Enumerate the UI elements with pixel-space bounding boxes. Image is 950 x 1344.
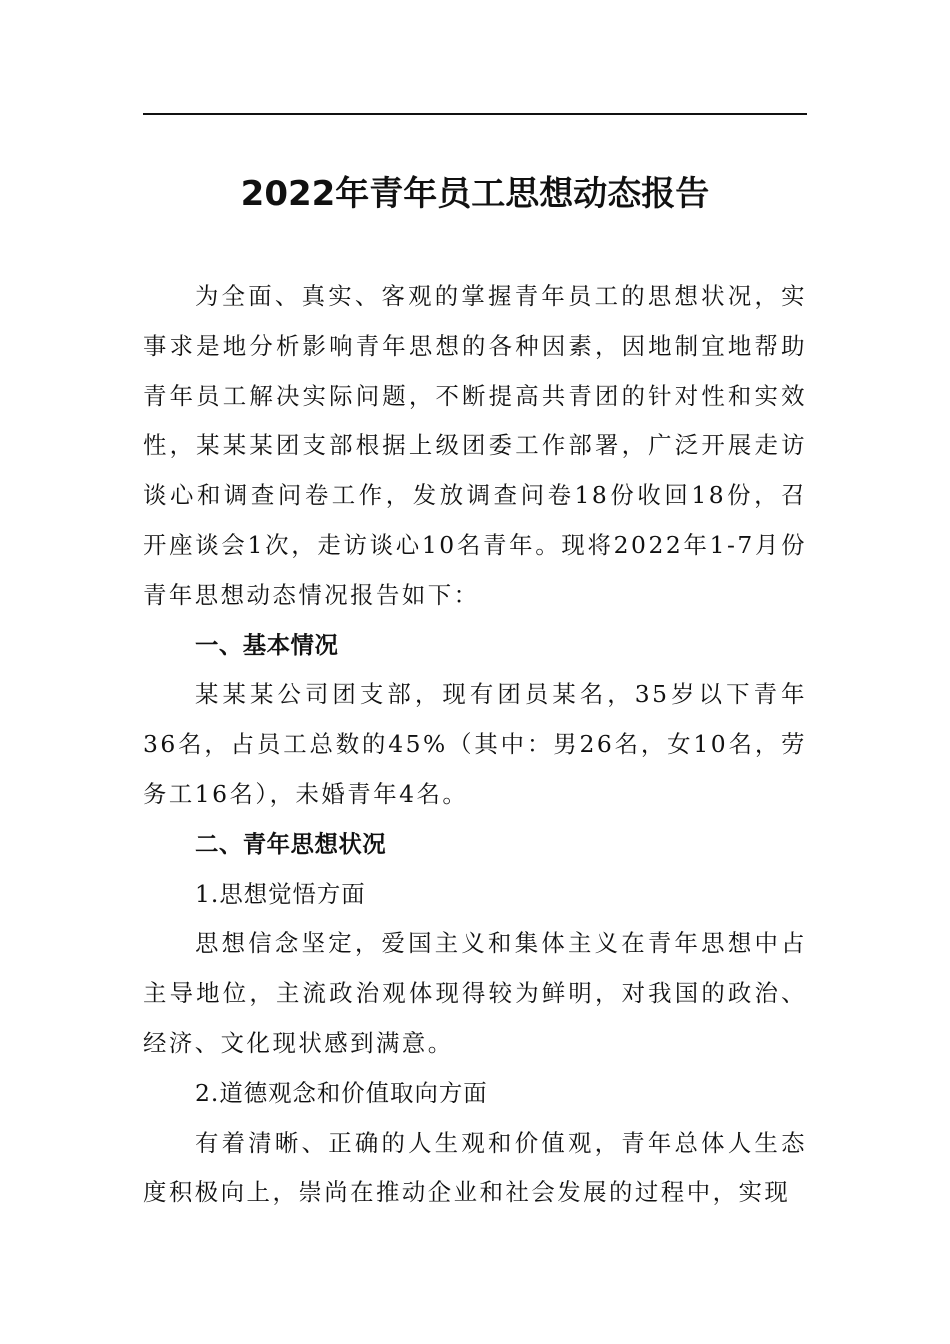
intro-paragraph: 为全面、真实、客观的掌握青年员工的思想状况，实事求是地分析影响青年思想的各种因素，因地制宜地帮助青年员工解决实际问题，不断提高共青团的针对性和实效性，某某某团支部根据上级团委工作部署，广泛开展走访谈心和调查问卷工作，发放调查问卷18份收回18份，召开座谈会1次，走访谈心10名青年。现将2022年1-7月份青年思想动态情况报告如下： [143,282,807,609]
subheading-ideological-awareness: 1.思想觉悟方面 [195,879,366,908]
basic-info-paragraph: 某某某公司团支部，现有团员某名，35岁以下青年36名，占员工总数的45%（其中：男26名，女10名，劳务工16名），未婚青年4名。 [143,680,807,808]
ideological-awareness-paragraph: 思想信念坚定，爱国主义和集体主义在青年思想中占主导地位，主流政治观体现得较为鲜明，对我国的政治、经济、文化现状感到满意。 [143,929,807,1057]
header-rule [143,113,807,115]
document-title: 2022年青年员工思想动态报告 [240,174,710,214]
section-heading-basic-info: 一、基本情况 [195,630,339,659]
document-body [143,272,807,1218]
section-heading-youth-thought: 二、青年思想状况 [195,829,387,858]
moral-values-paragraph: 有着清晰、正确的人生观和价值观，青年总体人生态度积极向上，崇尚在推动企业和社会发展的过程中，实现 [143,1128,807,1207]
subheading-moral-values: 2.道德观念和价值取向方面 [195,1078,488,1107]
